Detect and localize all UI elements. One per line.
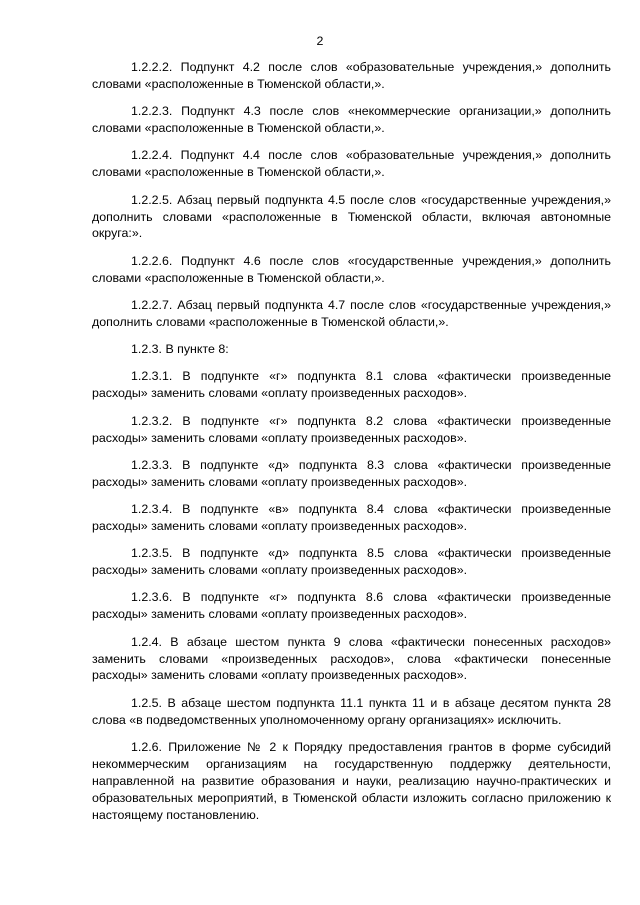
paragraph-1-2-3-5: 1.2.3.5. В подпункте «д» подпункта 8.5 слова «фактически произведенные расходы» заменить словами «оплату произведенных расходов». xyxy=(92,546,611,578)
paragraph-1-2-3-6: 1.2.3.6. В подпункте «г» подпункта 8.6 слова «фактически произведенные расходы» заменить словами «оплату произведенных расходов». xyxy=(92,590,611,622)
paragraph-1-2-2-4: 1.2.2.4. Подпункт 4.4 после слов «образовательные учреждения,» дополнить словами «расположенные в Тюменской области,». xyxy=(92,148,611,180)
page-number: 2 xyxy=(316,34,324,48)
paragraph-1-2-5: 1.2.5. В абзаце шестом подпункта 11.1 пункта 11 и в абзаце десятом пункта 28 слова «в подведомственных уполномоченному органу организациях» исключить. xyxy=(92,695,611,727)
paragraph-1-2-3: 1.2.3. В пункте 8: xyxy=(131,342,229,357)
paragraph-1-2-2-2: 1.2.2.2. Подпункт 4.2 после слов «образовательные учреждения,» дополнить словами «расположенные в Тюменской области,». xyxy=(92,60,611,91)
paragraph-1-2-2-5: 1.2.2.5. Абзац первый подпункта 4.5 после слов «государственные учреждения,» дополнить словами «расположенные в Тюменской области, включая автономные округа:». xyxy=(92,192,611,241)
paragraph-1-2-3-1: 1.2.3.1. В подпункте «г» подпункта 8.1 слова «фактически произведенные расходы» заменить словами «оплату произведенных расходов». xyxy=(92,369,611,401)
paragraph-1-2-2-7: 1.2.2.7. Абзац первый подпункта 4.7 после слов «государственные учреждения,» дополнить словами «расположенные в Тюменской области,». xyxy=(92,297,611,329)
paragraph-1-2-2-3: 1.2.2.3. Подпункт 4.3 после слов «некоммерческие организации,» дополнить словами «расположенные в Тюменской области,». xyxy=(92,104,611,136)
paragraph-1-2-6: 1.2.6. Приложение № 2 к Порядку предоставления грантов в форме субсидий некоммерческим организациям на государственную поддержку деятельности, направленной на развитие образования и науки, реализацию научно-практических и образовательных мероприятий, в Тюменской области изложить согласно приложению к настоящему постановлению. xyxy=(92,739,611,822)
paragraph-1-2-3-2: 1.2.3.2. В подпункте «г» подпункта 8.2 слова «фактически произведенные расходы» заменить словами «оплату произведенных расходов». xyxy=(92,413,611,445)
paragraph-1-2-3-3: 1.2.3.3. В подпункте «д» подпункта 8.3 слова «фактически произведенные расходы» заменить словами «оплату произведенных расходов». xyxy=(92,457,611,489)
document-body xyxy=(92,59,611,834)
paragraph-1-2-4: 1.2.4. В абзаце шестом пункта 9 слова «фактически понесенных расходов» заменить словами «произведенных расходов», слова «фактически понесенные расходы» заменить словами «оплату произведенных расходов». xyxy=(92,634,611,683)
paragraph-1-2-2-6: 1.2.2.6. Подпункт 4.6 после слов «государственные учреждения,» дополнить словами «расположенные в Тюменской области,». xyxy=(92,253,611,285)
paragraph-1-2-3-4: 1.2.3.4. В подпункте «в» подпункта 8.4 слова «фактически произведенные расходы» заменить словами «оплату произведенных расходов». xyxy=(92,502,611,533)
